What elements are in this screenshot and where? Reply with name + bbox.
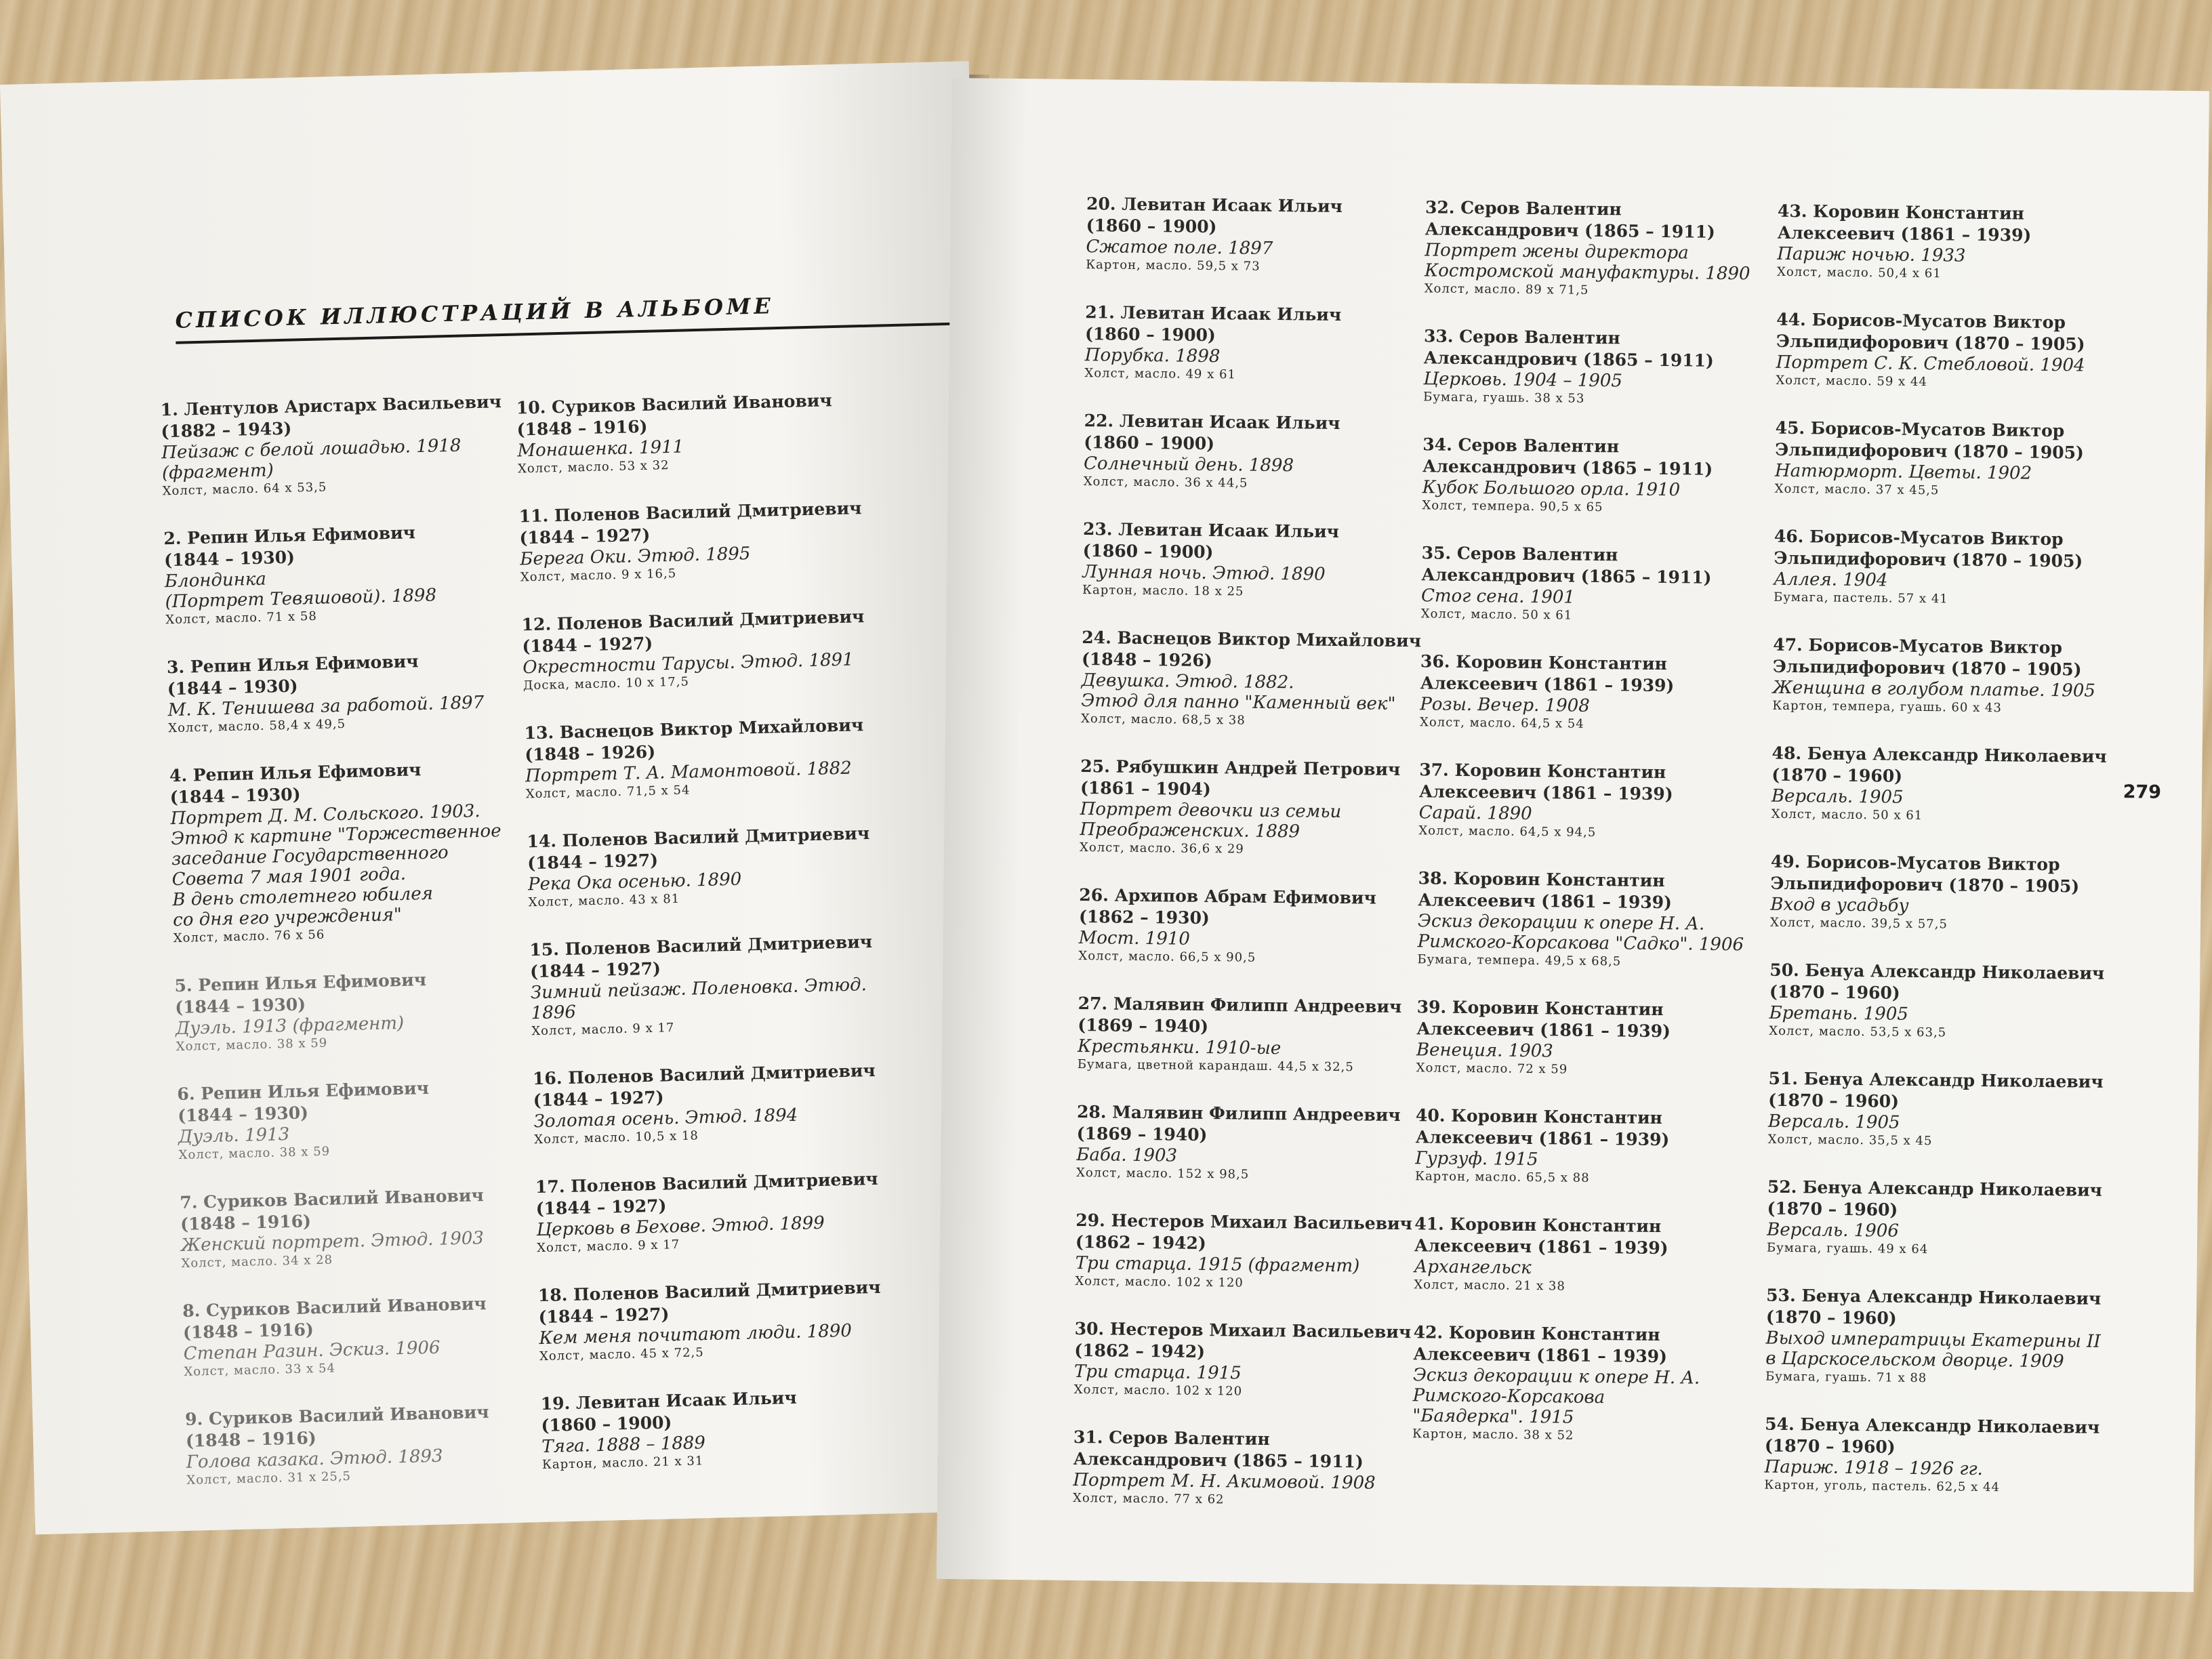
list-item [1777,201,2144,285]
entry-technique: Холст, масло. 31 x 25,5 [186,1469,352,1488]
list-item [182,1291,564,1380]
entry-heading: 32. Серов Валентин Александрович (1865 – 1911) [1425,197,1715,242]
entry-title: Натюрморт. Цветы. 1902 [1774,460,2032,484]
entry-title: Портрет девочки из семьи Преображенских. 1889 [1080,799,1342,842]
entry-technique: Доска, масло. 10 x 17,5 [523,674,690,693]
entry-heading: 47. Борисов-Мусатов Виктор Эльпидифорович (1870 – 1905) [1772,634,2082,680]
right-column-3 [1764,201,2144,1526]
list-item [1420,651,1786,735]
entry-title: Зимний пейзаж. Поленовка. Этюд. 1896 [530,975,867,1024]
entry-heading: 13. Васнецов Виктор Михайлович (1848 – 1926) [524,715,864,765]
entry-heading: 1. Лентулов Аристарх Васильевич (1882 – 1943) [160,392,502,442]
entry-title: Кубок Большого орла. 1910 [1422,477,1681,501]
list-item [1769,960,2135,1044]
entry-heading: 15. Поленов Василий Дмитриевич (1844 – 1927) [529,931,873,982]
entry-technique: Холст, масло. 36 x 44,5 [1083,474,1248,491]
right-column-1 [1072,193,1439,1538]
list-item [1414,1213,1780,1297]
entry-technique: Холст, масло. 38 x 59 [178,1144,331,1163]
entry-technique: Холст, масло. 50 x 61 [1420,607,1573,623]
list-item [180,1183,561,1272]
entry-technique: Холст, масло. 71,5 x 54 [525,783,691,802]
entry-technique: Холст, темпера. 90,5 x 65 [1422,498,1603,515]
entry-technique: Холст, масло. 76 x 56 [173,927,325,946]
entry-title: Архангельск [1414,1256,1532,1279]
list-item [516,388,905,478]
entry-heading: 34. Серов Валентин Александрович (1865 – 1911) [1422,434,1713,479]
entry-technique: Холст, масло. 102 x 120 [1075,1273,1244,1290]
entry-heading: 7. Суриков Василий Иванович (1848 – 1916) [180,1185,485,1234]
entry-title: Девушка. Этюд. 1882. Этюд для панно "Каменный век" [1081,670,1396,714]
list-item [177,1074,558,1164]
entry-technique: Холст, масло. 35,5 x 45 [1767,1132,1933,1149]
entry-title: Степан Разин. Эскиз. 1906 [183,1337,441,1364]
entry-heading: 43. Коровин Константин Алексеевич (1861 – 1939) [1777,201,2032,245]
entry-heading: 4. Репин Илья Ефимович (1844 – 1930) [169,760,422,808]
entry-heading: 2. Репин Илья Ефимович (1844 – 1930) [163,523,416,571]
entry-title: Выход императрицы Екатерины II в Царскосельском дворце. 1909 [1765,1328,2101,1372]
entry-heading: 10. Суриков Василий Иванович (1848 – 1916) [516,390,832,440]
entry-heading: 18. Поленов Василий Дмитриевич (1844 – 1927) [537,1277,881,1328]
entry-title: Кем меня почитают люди. 1890 [539,1320,853,1349]
entry-technique: Холст, масло. 64,5 x 94,5 [1418,823,1597,840]
entry-technique: Холст, масло. 38 x 59 [176,1036,328,1054]
entry-title: Блондинка (Портрет Тевяшовой). 1898 [164,569,437,613]
entry-heading: 14. Поленов Василий Дмитриевич (1844 – 1927) [527,823,870,874]
entry-title: Три старца. 1915 [1073,1361,1242,1384]
list-item [167,648,548,737]
entry-heading: 29. Нестеров Михаил Васильевич (1862 – 1942) [1075,1210,1413,1254]
entry-heading: 3. Репин Илья Ефимович (1844 – 1930) [166,651,419,699]
list-item [1768,1068,2135,1152]
entry-title: Дуэль. 1913 [178,1124,290,1148]
entry-heading: 38. Коровин Константин Алексеевич (1861 – 1939) [1418,868,1673,913]
list-item [1767,1176,2133,1261]
entry-technique: Картон, масло. 59,5 x 73 [1086,258,1261,274]
entry-title: Голова казака. Этюд. 1893 [186,1446,443,1473]
entry-heading: 12. Поленов Василий Дмитриевич (1844 – 1927) [521,607,865,657]
list-item [185,1399,567,1489]
list-item [1075,1210,1428,1293]
list-item [1764,1414,2131,1498]
list-item [174,966,556,1055]
list-item [1076,1101,1429,1185]
entry-technique: Холст, масло. 10,5 x 18 [534,1128,699,1147]
list-item [1412,1322,1780,1446]
entry-technique: Холст, масло. 50 x 61 [1771,806,1923,823]
entry-title: Церковь. 1904 – 1905 [1423,369,1623,392]
entry-technique: Бумага, гуашь. 38 x 53 [1422,390,1585,406]
list-item [1073,1427,1426,1510]
list-item [1771,743,2138,827]
entry-heading: 17. Поленов Василий Дмитриевич (1844 – 1927) [535,1168,878,1219]
list-item [540,1384,928,1473]
entry-heading: 35. Серов Валентин Александрович (1865 – 1911) [1421,543,1712,588]
entry-heading: 22. Левитан Исаак Ильич (1860 – 1900) [1084,411,1340,454]
list-item [1081,627,1435,731]
list-item [169,756,553,947]
list-item [533,1059,921,1148]
entry-title: Порубка. 1898 [1084,345,1221,367]
entry-technique: Холст, масло. 68,5 x 38 [1080,712,1246,728]
entry-heading: 19. Левитан Исаак Ильич (1860 – 1900) [540,1387,797,1436]
entry-title: М. К. Тенишева за работой. 1897 [167,692,485,721]
entry-title: Париж. 1918 – 1926 гг. [1764,1456,1984,1480]
entry-technique: Холст, масло. 39,5 x 57,5 [1769,915,1948,932]
entry-heading: 26. Архипов Абрам Ефимович (1862 – 1930) [1078,885,1376,928]
entry-technique: Холст, масло. 64 x 53,5 [162,480,327,499]
entry-technique: Холст, масло. 89 x 71,5 [1424,281,1589,298]
entry-heading: 41. Коровин Константин Алексеевич (1861 – 1939) [1414,1214,1668,1258]
entry-heading: 23. Левитан Исаак Ильич (1860 – 1900) [1082,519,1340,562]
list-item [1080,756,1433,859]
entry-title: Баба. 1903 [1076,1145,1178,1166]
entry-title: Сарай. 1890 [1418,802,1532,825]
entry-title: Окрестности Тарусы. Этюд. 1891 [522,649,855,678]
entry-technique: Холст, масло. 33 x 54 [184,1361,336,1379]
entry-heading: 42. Коровин Константин Алексеевич (1861 – 1939) [1413,1322,1668,1367]
entry-technique: Холст, масло. 152 x 98,5 [1076,1166,1250,1182]
entry-title: Солнечный день. 1898 [1083,453,1294,476]
entry-heading: 24. Васнецов Виктор Михайлович (1848 – 1926) [1081,628,1422,671]
entry-title: Венеция. 1903 [1416,1040,1553,1062]
entry-heading: 20. Левитан Исаак Ильич (1860 – 1900) [1086,194,1343,237]
entry-title: Золотая осень. Этюд. 1894 [533,1105,798,1132]
entry-technique: Холст, масло. 53,5 x 63,5 [1769,1023,1947,1040]
list-item [160,390,541,500]
entry-title: Портрет С. К. Стебловой. 1904 [1776,352,2085,376]
entry-title: Бретань. 1905 [1769,1002,1909,1025]
left-page [0,61,1004,1534]
entry-title: Монашенка. 1911 [517,436,684,462]
entry-technique: Холст, масло. 9 x 17 [536,1237,680,1256]
entry-title: Сжатое поле. 1897 [1086,237,1273,259]
entry-heading: 49. Борисов-Мусатов Виктор Эльпидифорович (1870 – 1905) [1770,851,2080,897]
entry-title: Розы. Вечер. 1908 [1420,694,1590,716]
entry-heading: 54. Бенуа Александр Николаевич (1870 – 1960) [1764,1414,2100,1457]
right-page [937,78,2209,1592]
entry-title: Версаль. 1906 [1767,1219,1900,1242]
entry-technique: Бумага, гуашь. 71 x 88 [1765,1369,1927,1386]
entry-technique: Холст, масло. 37 x 45,5 [1774,481,1940,498]
entry-heading: 44. Борисов-Мусатов Виктор Эльпидифорович (1870 – 1905) [1776,309,2085,354]
entry-technique: Бумага, цветной карандаш. 44,5 x 32,5 [1077,1057,1354,1075]
entry-technique: Картон, уголь, пастель. 62,5 x 44 [1764,1477,2001,1495]
left-column-2 [516,388,930,1502]
entry-heading: 40. Коровин Константин Алексеевич (1861 – 1939) [1415,1105,1670,1150]
right-column-2 [1412,197,1792,1475]
entry-technique: Картон, масло. 65,5 x 88 [1414,1169,1590,1185]
list-item [1074,1318,1427,1401]
list-item [1417,867,1784,972]
entry-technique: Бумага, темпера. 49,5 x 68,5 [1417,952,1622,969]
entry-technique: Бумага, гуашь. 49 x 64 [1766,1240,1929,1257]
entry-technique: Холст, масло. 21 x 38 [1414,1277,1565,1294]
entry-title: Эскиз декорации к опере Н. А. Римского-Корсакова "Баядерка". 1915 [1412,1365,1700,1428]
list-item [1774,526,2140,610]
entry-technique: Картон, масло. 18 x 25 [1082,583,1244,599]
list-item [521,605,909,695]
list-item [524,713,912,802]
entry-heading: 28. Малявин Филипп Андреевич (1869 – 1940) [1076,1102,1401,1145]
entry-technique: Холст, масло. 36,6 x 29 [1080,840,1244,857]
entry-technique: Холст, масло. 102 x 120 [1073,1382,1243,1399]
list-item [1765,1285,2133,1389]
list-item [529,930,918,1040]
entry-title: Вход в усадьбу [1770,894,1909,916]
entry-technique: Холст, масло. 64,5 x 54 [1419,715,1584,731]
entry-title: Портрет Т. А. Мамонтовой. 1882 [525,758,853,787]
entry-heading: 31. Серов Валентин Александрович (1865 – 1911) [1073,1427,1364,1472]
entry-title: Крестьянки. 1910-ые [1077,1036,1282,1059]
entry-title: Церковь в Бехове. Этюд. 1899 [536,1212,825,1241]
entry-title: Тяга. 1888 – 1889 [541,1433,706,1458]
list-item [1078,993,1431,1076]
entry-heading: 25. Рябушкин Андрей Петрович (1861 – 1904) [1080,756,1401,800]
entry-heading: 37. Коровин Константин Алексеевич (1861 – 1939) [1418,760,1673,804]
entry-title: Женский портрет. Этюд. 1903 [180,1228,485,1256]
entry-technique: Картон, масло. 21 x 31 [541,1454,704,1473]
list-item [1421,542,1788,626]
entry-title: Портрет Д. М. Сольского. 1903. Этюд к картине "Торжественное заседание Государственного Совета 7 мая 1901 года. В день столетнего юбилея со дня его учреждения" [170,801,501,931]
entry-technique: Холст, масло. 66,5 x 90,5 [1078,949,1256,965]
entry-title: Мост. 1910 [1078,928,1191,949]
entry-heading: 45. Борисов-Мусатов Виктор Эльпидифорович (1870 – 1905) [1775,417,2084,463]
list-item [1418,759,1785,843]
list-item [538,1275,926,1365]
list-item [1078,884,1431,968]
entry-title: Портрет М. Н. Акимовой. 1908 [1073,1469,1376,1494]
entry-technique: Картон, масло. 38 x 52 [1412,1427,1574,1443]
entry-title: Эскиз декорации к опере Н. А. Римского-Корсакова "Садко". 1906 [1417,911,1744,956]
entry-title: Женщина в голубом платье. 1905 [1772,677,2096,701]
entry-technique: Картон, темпера, гуашь. 60 x 43 [1772,698,2002,716]
list-item [1086,193,1439,276]
list-item [535,1167,924,1256]
entry-heading: 50. Бенуа Александр Николаевич (1870 – 1960) [1769,960,2105,1003]
entry-technique: Бумага, пастель. 57 x 41 [1773,590,1948,607]
page-number: 279 [2123,781,2162,803]
list-item [1422,434,1788,518]
list-item [1084,302,1437,385]
entry-technique: Холст, масло. 77 x 62 [1072,1490,1225,1507]
list-item [1084,410,1437,493]
entry-heading: 21. Левитан Исаак Ильич (1860 – 1900) [1084,302,1342,346]
entry-heading: 9. Суриков Василий Иванович (1848 – 1916) [184,1401,489,1451]
entry-technique: Холст, масло. 9 x 16,5 [520,566,677,585]
entry-heading: 8. Суриков Василий Иванович (1848 – 1916) [182,1294,487,1343]
entry-heading: 27. Малявин Филипп Андреевич (1869 – 1940) [1078,994,1402,1037]
entry-technique: Холст, масло. 49 x 61 [1084,366,1237,382]
entry-heading: 11. Поленов Василий Дмитриевич (1844 – 1927) [518,498,862,548]
entry-title: Гурзуф. 1915 [1415,1148,1538,1170]
entry-heading: 6. Репин Илья Ефимович (1844 – 1930) [177,1078,430,1126]
list-item [1415,1105,1782,1189]
entry-title: Река Ока осенью. 1890 [527,869,742,895]
entry-heading: 46. Борисов-Мусатов Виктор Эльпидифорович (1870 – 1905) [1774,526,2083,571]
entry-technique: Холст, масло. 9 x 17 [531,1021,675,1039]
entry-technique: Холст, масло. 72 x 59 [1416,1061,1568,1077]
list-item [163,519,545,629]
list-title: СПИСОК ИЛЛЮСТРАЦИЙ В АЛЬБОМЕ [175,287,1004,344]
entry-title: Три старца. 1915 (фрагмент) [1075,1252,1360,1277]
entry-technique: Холст, масло. 43 x 81 [528,891,680,910]
entry-technique: Холст, масло. 58,4 x 49,5 [168,716,346,736]
entry-heading: 36. Коровин Константин Алексеевич (1861 – 1939) [1420,651,1675,696]
entry-heading: 53. Бенуа Александр Николаевич (1870 – 1960) [1765,1285,2102,1328]
entry-heading: 39. Коровин Константин Алексеевич (1861 – 1939) [1416,997,1671,1042]
entry-technique: Холст, масло. 50,4 x 61 [1776,264,1942,281]
entry-technique: Холст, масло. 71 x 58 [165,609,318,628]
entry-title: Берега Оки. Этюд. 1895 [519,544,751,570]
entry-technique: Холст, масло. 53 x 32 [517,458,670,476]
entry-heading: 51. Бенуа Александр Николаевич (1870 – 1960) [1768,1068,2104,1111]
entry-heading: 33. Серов Валентин Александрович (1865 – 1911) [1423,326,1714,371]
entry-technique: Холст, масло. 34 x 28 [181,1252,333,1271]
entry-heading: 48. Бенуа Александр Николаевич (1870 – 1960) [1771,743,2107,786]
entry-title: Париж ночью. 1933 [1777,243,1966,266]
entry-heading: 5. Репин Илья Ефимович (1844 – 1930) [174,970,427,1018]
entry-title: Аллея. 1904 [1774,569,1888,591]
entry-heading: 52. Бенуа Александр Николаевич (1870 – 1960) [1767,1176,2103,1220]
list-item [1425,197,1792,301]
entry-title: Лунная ночь. Этюд. 1890 [1082,562,1326,585]
list-item [527,821,915,911]
list-item [1775,417,2142,501]
list-item [1770,851,2137,935]
entry-heading: 30. Нестеров Михаил Васильевич (1862 – 1942) [1074,1318,1412,1362]
entry-title: Пейзаж с белой лошадью. 1918 (фрагмент) [161,435,462,484]
list-item [1416,996,1783,1080]
entry-title: Портрет жены директора Костромской мануфактуры. 1890 [1424,240,1750,285]
list-item [1082,518,1435,602]
entry-heading: 16. Поленов Василий Дмитриевич (1844 – 1927) [532,1060,876,1111]
list-item [1772,634,2139,718]
list-item [518,497,907,586]
entry-title: Стог сена. 1901 [1420,586,1576,608]
left-column-1 [160,390,567,1517]
entry-technique: Холст, масло. 59 x 44 [1776,373,1927,390]
list-item [1776,309,2142,393]
entry-technique: Холст, масло. 45 x 72,5 [539,1345,704,1364]
list-item [1423,325,1790,409]
entry-title: Дуэль. 1913 (фрагмент) [175,1012,405,1040]
entry-title: Версаль. 1905 [1767,1111,1900,1133]
entry-title: Версаль. 1905 [1771,785,1904,808]
